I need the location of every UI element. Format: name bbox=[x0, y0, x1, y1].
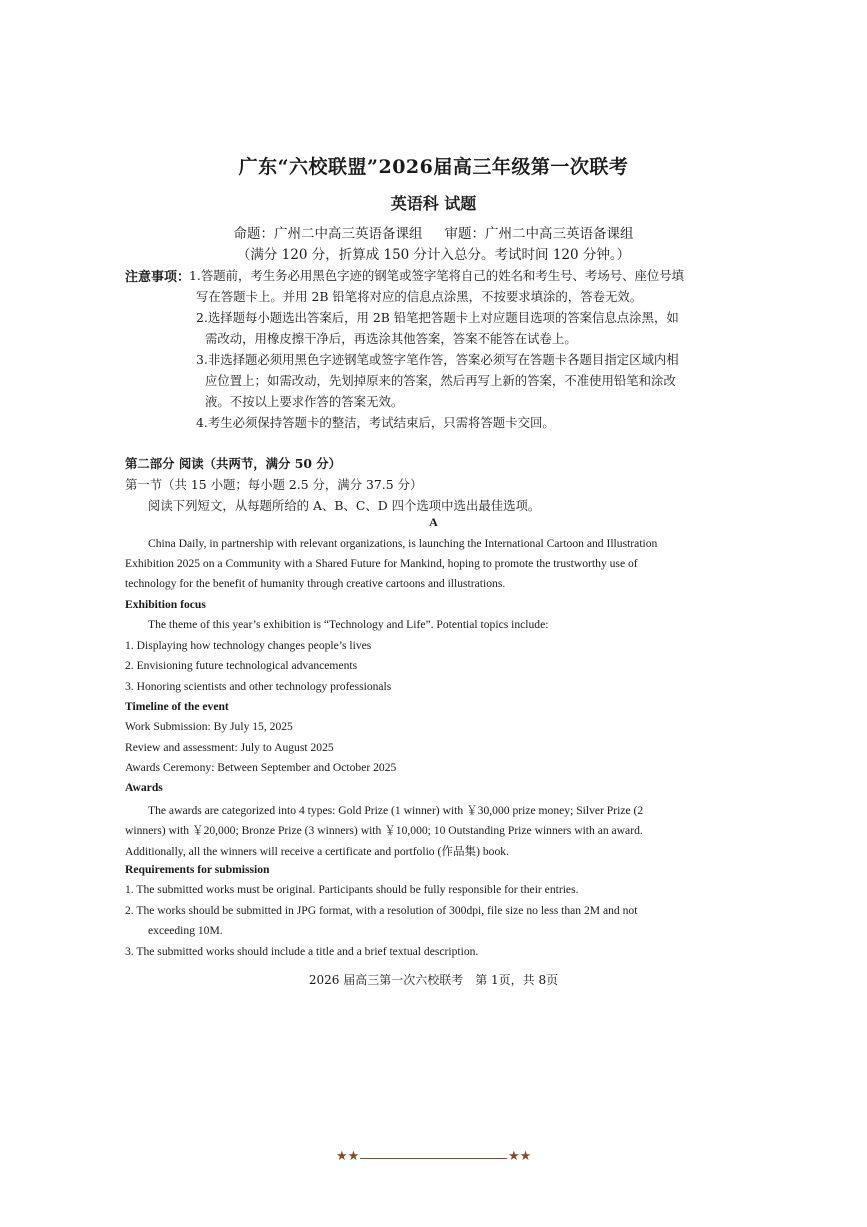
note-line: 3.非选择题必须用黑色字迹钢笔或签字笔作答，答案必须写在答题卡各题目指定区域内相 bbox=[196, 352, 679, 367]
exam-subtitle: 英语科 试题 bbox=[390, 194, 477, 213]
focus-text: The theme of this year’s exhibition is “Technology and Life”. Potential topics include: bbox=[148, 618, 549, 631]
part-heading: 第二部分 阅读（共两节，满分 50 分） bbox=[125, 456, 342, 471]
topic-item: 2. Envisioning future technological advancements bbox=[125, 659, 358, 672]
note-line: 2.选择题每小题选出答案后，用 2B 铅笔把答题卡上对应题目选项的答案信息点涂黑，如 bbox=[196, 310, 679, 325]
intro-line: China Daily, in partnership with relevant organizations, is launching the International Cartoon and Illustration bbox=[148, 537, 658, 550]
reviewer-text: 审题：广州二中高三英语备课组 bbox=[444, 226, 634, 242]
timeline-item: Review and assessment: July to August 2025 bbox=[125, 741, 334, 754]
instruction-text: 阅读下列短文，从每题所给的 A、B、C、D 四个选项中选出最佳选项。 bbox=[148, 498, 541, 513]
timeline-heading: Timeline of the event bbox=[125, 700, 229, 713]
awards-line: winners) with ￥20,000; Bronze Prize (3 winners) with ￥10,000; 10 Outstanding Prize winners with an award. bbox=[125, 824, 643, 837]
requirement-item: 1. The submitted works must be original. Participants should be fully responsible for their entries. bbox=[125, 883, 579, 896]
awards-heading: Awards bbox=[125, 781, 163, 794]
intro-line: Exhibition 2025 on a Community with a Shared Future for Mankind, hoping to promote the trustworthy use of bbox=[125, 557, 638, 570]
note-line: 应位置上；如需改动，先划掉原来的答案，然后再写上新的答案，不准使用铅笔和涂改 bbox=[205, 373, 676, 388]
setter-text: 命题：广州二中高三英语备课组 bbox=[233, 226, 423, 242]
requirements-heading: Requirements for submission bbox=[125, 863, 270, 876]
intro-line: technology for the benefit of humanity through creative cartoons and illustrations. bbox=[125, 577, 506, 590]
footer-divider bbox=[360, 1158, 507, 1159]
topic-item: 1. Displaying how technology changes people’s lives bbox=[125, 639, 372, 652]
note-line: 4.考生必须保持答题卡的整洁，考试结束后，只需将答题卡交回。 bbox=[196, 415, 555, 430]
score-info: （满分 120 分，折算成 150 分计入总分。考试时间 120 分钟。） bbox=[236, 247, 631, 263]
page-footer-info: 2026 届高三第一次六校联考 第 1页，共 8页 bbox=[308, 973, 559, 987]
section-heading: 第一节（共 15 小题；每小题 2.5 分，满分 37.5 分） bbox=[125, 477, 423, 492]
notes-heading: 注意事项： bbox=[125, 270, 191, 285]
requirement-item: 3. The submitted works should include a title and a brief textual description. bbox=[125, 945, 479, 958]
topic-item: 3. Honoring scientists and other technology professionals bbox=[125, 680, 392, 693]
note-line: 液。不按以上要求作答的答案无效。 bbox=[205, 394, 404, 409]
requirement-item: exceeding 10M. bbox=[148, 924, 223, 937]
focus-heading: Exhibition focus bbox=[125, 598, 206, 611]
exam-title: 广东“六校联盟”2026届高三年级第一次联考 bbox=[238, 156, 629, 178]
timeline-item: Awards Ceremony: Between September and October 2025 bbox=[125, 761, 397, 774]
star-left-icon: ★★ bbox=[336, 1149, 360, 1164]
note-line: 需改动，用橡皮擦干净后，再选涂其他答案，答案不能答在试卷上。 bbox=[205, 331, 577, 346]
star-right-icon: ★★ bbox=[508, 1149, 532, 1164]
note-line: 写在答题卡上。并用 2B 铅笔将对应的信息点涂黑，不按要求填涂的，答卷无效。 bbox=[196, 289, 643, 304]
note-line: 1.答题前，考生务必用黑色字迹的钢笔或签字笔将自己的姓名和考生号、考场号、座位号填 bbox=[189, 268, 685, 283]
requirement-item: 2. The works should be submitted in JPG format, with a resolution of 300dpi, file size no less than 2M and not bbox=[125, 904, 638, 917]
awards-line: The awards are categorized into 4 types: Gold Prize (1 winner) with ￥30,000 prize money; Silver Prize (2 bbox=[148, 804, 644, 817]
awards-line: Additionally, all the winners will receive a certificate and portfolio (作品集) book. bbox=[125, 845, 509, 858]
timeline-item: Work Submission: By July 15, 2025 bbox=[125, 720, 293, 733]
setter-reviewer-line bbox=[0, 222, 867, 242]
passage-label: A bbox=[429, 515, 438, 529]
